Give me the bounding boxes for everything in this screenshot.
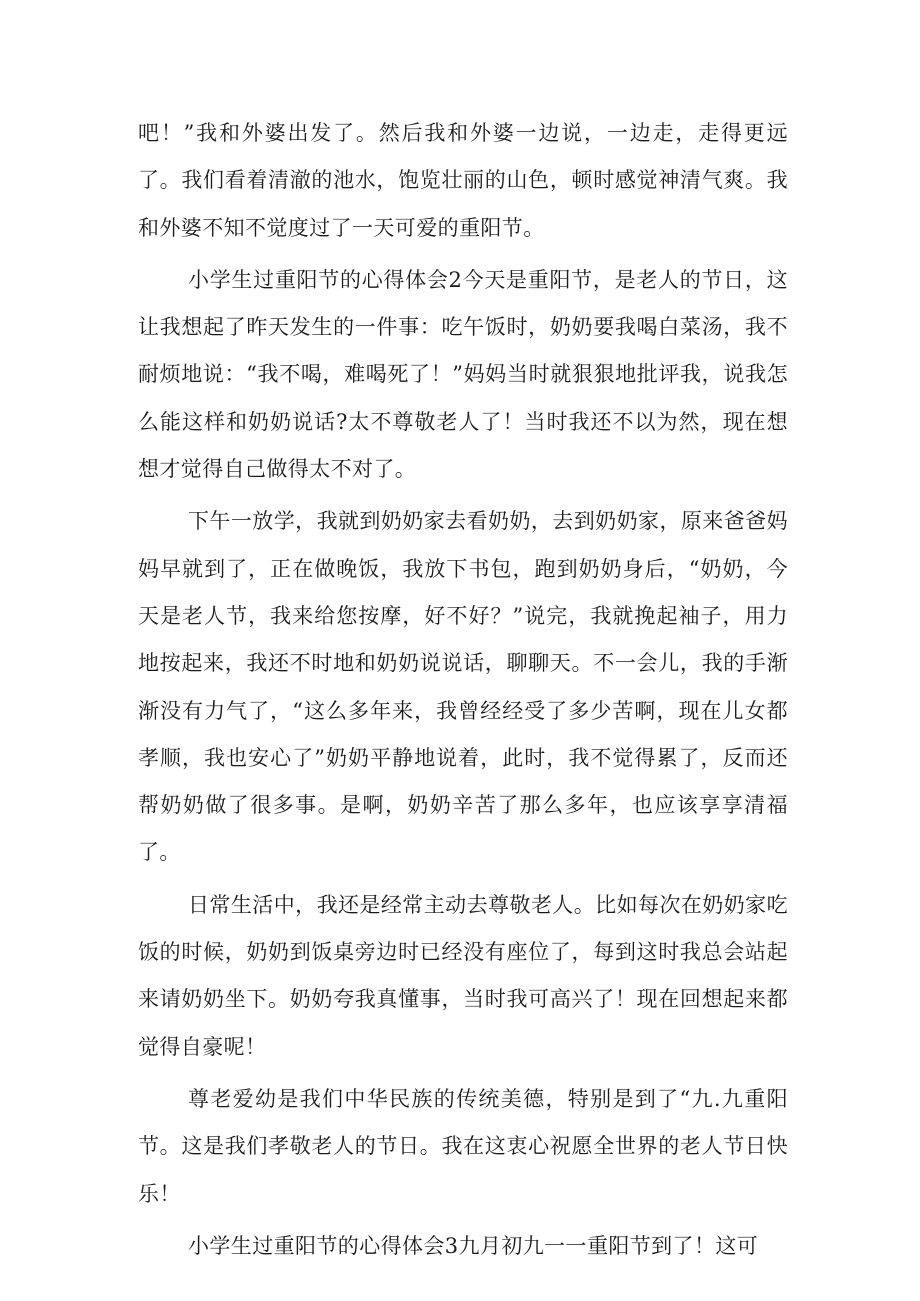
document-body [138,110,788,1275]
paragraph-5: 尊老爱幼是我们中华民族的传统美德，特别是到了“九.九重阳节。这是我们孝敬老人的节日。我在这衷心祝愿全世界的老人节日快乐！ [138,1086,788,1206]
paragraph-1: 吧！”我和外婆出发了。然后我和外婆一边说，一边走，走得更远了。我们看着清澈的池水，饱览壮丽的山色，顿时感觉神清气爽。我和外婆不知不觉度过了一天可爱的重阳节。 [138,121,788,240]
paragraph-6: 小学生过重阳节的心得体会3九月初九一一重阳节到了！这可 [188,1233,759,1258]
paragraph-2: 小学生过重阳节的心得体会2今天是重阳节，是老人的节日，这让我想起了昨天发生的一件事：吃午饭时，奶奶要我喝白菜汤，我不耐烦地说：“我不喝，难喝死了！”妈妈当时就狠狠地批评我，说我怎么能这样和奶奶说话?太不尊敬老人了！当时我还不以为然，现在想想才觉得自己做得太不对了。 [138,267,788,482]
paragraph-4: 日常生活中，我还是经常主动去尊敬老人。比如每次在奶奶家吃饭的时候，奶奶到饭桌旁边时已经没有座位了，每到这时我总会站起来请奶奶坐下。奶奶夸我真懂事，当时我可高兴了！现在回想起来都觉得自豪呢！ [138,892,788,1059]
paragraph-3: 下午一放学，我就到奶奶家去看奶奶，去到奶奶家，原来爸爸妈妈早就到了，正在做晚饭，我放下书包，跑到奶奶身后，“奶奶，今天是老人节，我来给您按摩，好不好？”说完，我就挽起袖子，用力地按起来，我还不时地和奶奶说说话，聊聊天。不一会儿，我的手渐渐没有力气了，“这么多年来，我曾经经受了多少苦啊，现在儿女都孝顺，我也安心了”奶奶平静地说着，此时，我不觉得累了，反而还帮奶奶做了很多事。是啊，奶奶辛苦了那么多年，也应该享享清福了。 [138,509,788,865]
